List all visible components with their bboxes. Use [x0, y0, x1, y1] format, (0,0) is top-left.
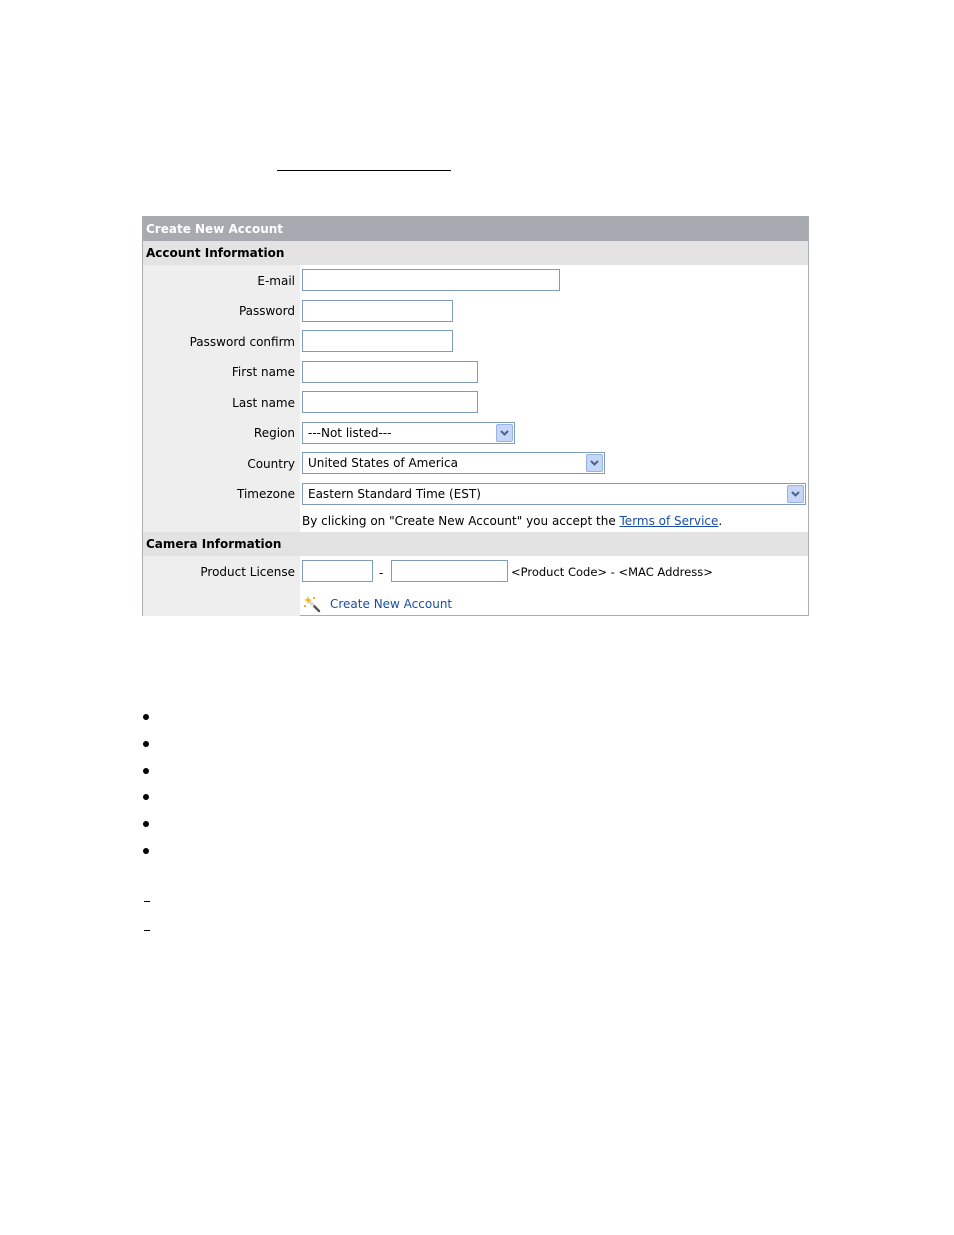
first-name-field[interactable]: [302, 361, 478, 383]
password-field[interactable]: [302, 300, 453, 322]
bullet-point: [143, 794, 149, 800]
email-field[interactable]: [302, 269, 560, 291]
chevron-down-icon[interactable]: [787, 485, 804, 503]
chevron-down-icon[interactable]: [586, 454, 603, 472]
password-confirm-field[interactable]: [302, 330, 453, 352]
terms-notice-prefix: By clicking on "Create New Account" you accept the: [302, 514, 620, 528]
license-format-hint: <Product Code> - <MAC Address>: [511, 565, 713, 579]
region-selected-value: ---Not listed---: [308, 426, 392, 440]
license-separator: -: [379, 566, 384, 580]
country-label: Country: [247, 457, 295, 471]
timezone-selected-value: Eastern Standard Time (EST): [308, 487, 481, 501]
sub-item-dash: [144, 901, 150, 902]
top-underline-rule: [277, 170, 451, 171]
country-selected-value: United States of America: [308, 456, 458, 470]
timezone-select[interactable]: [302, 483, 806, 505]
mac-address-field[interactable]: [391, 560, 508, 582]
product-license-label: Product License: [200, 565, 295, 579]
create-account-label: Create New Account: [330, 597, 453, 611]
timezone-label: Timezone: [237, 487, 295, 501]
terms-notice-suffix: .: [718, 514, 723, 528]
last-name-label: Last name: [232, 396, 295, 410]
sub-item-dash: [144, 930, 150, 931]
bullet-point: [143, 821, 149, 827]
region-label: Region: [253, 426, 295, 440]
bullet-point: [143, 768, 149, 774]
password-confirm-label: Password confirm: [189, 335, 295, 349]
region-select[interactable]: [302, 422, 515, 444]
magic-wand-icon: [304, 596, 322, 619]
product-code-field[interactable]: [302, 560, 373, 582]
last-name-field[interactable]: [302, 391, 478, 413]
form-title: Create New Account: [143, 217, 808, 241]
chevron-down-icon[interactable]: [496, 424, 513, 442]
terms-of-service-link[interactable]: Terms of Service: [619, 514, 719, 528]
bullet-point: [143, 741, 149, 747]
first-name-label: First name: [231, 365, 295, 379]
create-account-form: [142, 216, 809, 616]
bullet-point: [143, 714, 149, 720]
email-label: E-mail: [257, 274, 295, 288]
country-select[interactable]: [302, 452, 605, 474]
section-camera-information: Camera Information: [143, 532, 808, 556]
password-label: Password: [238, 304, 295, 318]
bullet-point: [143, 848, 149, 854]
section-account-information: Account Information: [143, 241, 808, 265]
terms-notice: [302, 513, 722, 529]
